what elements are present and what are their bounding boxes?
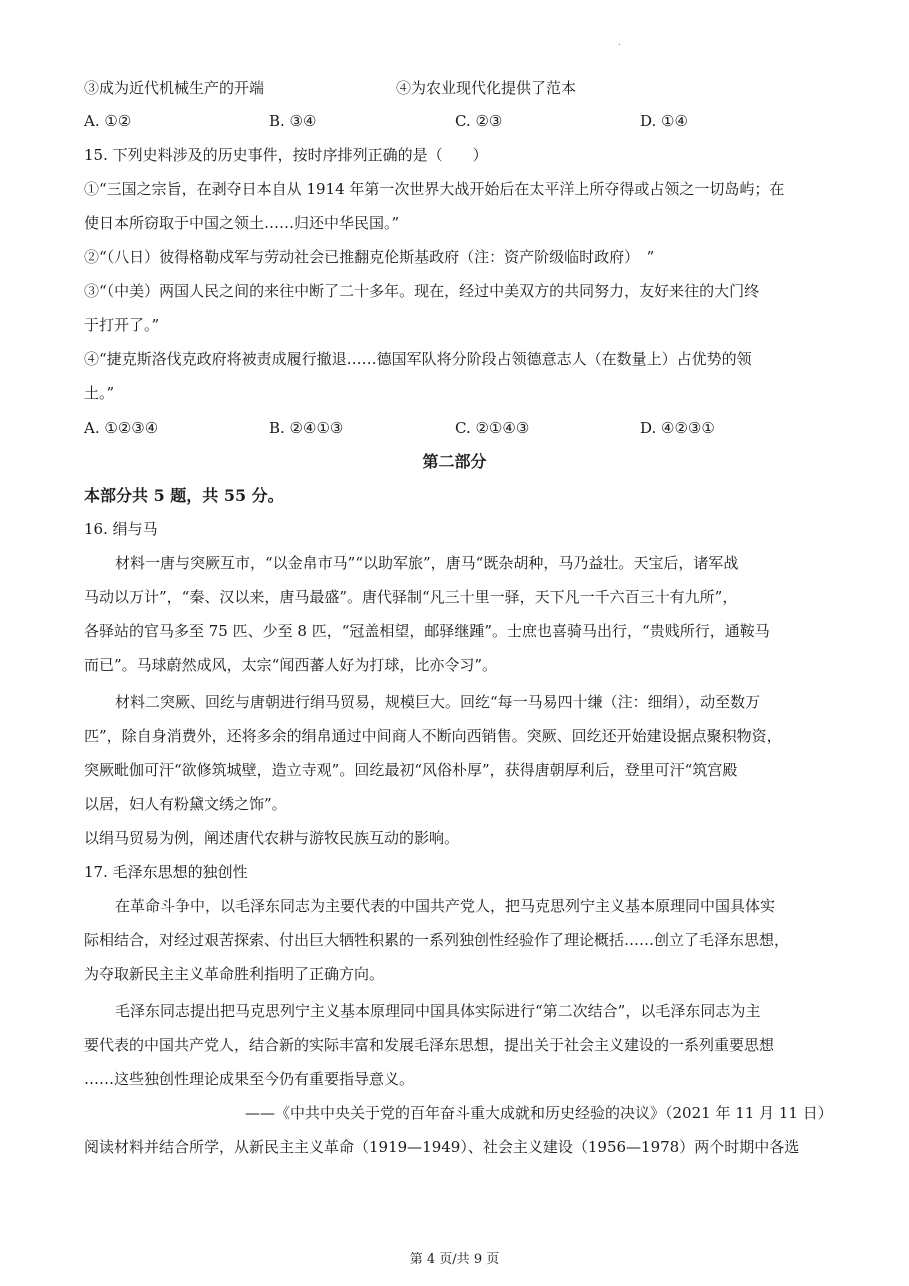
q15-option-c: C. ②①④③ (455, 419, 530, 437)
q14-option-c: C. ②③ (455, 112, 503, 130)
page-footer: 第 4 页/共 9 页 (409, 1252, 500, 1267)
q17-material-line: ……这些独创性理论成果至今仍有重要指导意义。 (84, 1070, 415, 1088)
q15-line-7: 土。” (84, 384, 115, 402)
corner-mark: . (618, 38, 621, 47)
q17-question: 阅读材料并结合所学，从新民主主义革命（1919—1949）、社会主义建设（1956—1978）两个时期中各选 (84, 1138, 800, 1156)
q15-stem: 15. 下列史料涉及的历史事件，按时序排列正确的是（ ） (84, 146, 488, 164)
q15-option-a: A. ①②③④ (84, 419, 159, 437)
q15-option-d: D. ④②③① (640, 419, 715, 437)
part-two-intro: 本部分共 5 题，共 55 分。 (84, 486, 284, 505)
q15-option-b: B. ②④①③ (269, 419, 344, 437)
q14-option-a: A. ①② (84, 112, 132, 130)
q14-item-4: ④为农业现代化提供了范本 (396, 79, 577, 97)
q17-source: ——《中共中央关于党的百年奋斗重大成就和历史经验的决议》（2021 年 11 月 11 日） (245, 1104, 833, 1122)
q16-question: 以绢马贸易为例，阐述唐代农耕与游牧民族互动的影响。 (84, 829, 460, 847)
q15-line-6: ④“捷克斯洛伐克政府将被责成履行撤退……德国军队将分阶段占领德意志人（在数量上）占优势的领 (84, 350, 752, 368)
q17-material-line: 际相结合，对经过艰苦探索、付出巨大牺牲积累的一系列独创性经验作了理论概括……创立了毛泽东思想， (84, 931, 790, 949)
q17-material-line: 毛泽东同志提出把马克思列宁主义基本原理同中国具体实际进行“第二次结合”，以毛泽东同志为主 (115, 1002, 761, 1020)
q15-line-1: ①“三国之宗旨，在剥夺日本自从 1914 年第一次世界大战开始后在太平洋上所夺得或占领之一切岛屿；在 (84, 180, 785, 198)
q17-material-line: 在革命斗争中，以毛泽东同志为主要代表的中国共产党人，把马克思列宁主义基本原理同中国具体实 (115, 897, 776, 915)
q16-material-line: 各驿站的官马多至 75 匹、少至 8 匹，“冠盖相望，邮驿继踵”。士庶也喜骑马出行，“贵贱所行，通鞍马 (84, 622, 770, 640)
q14-option-b: B. ③④ (269, 112, 317, 130)
q17-material-line: 为夺取新民主主义革命胜利指明了正确方向。 (84, 965, 385, 983)
q16-material-line: 匹”，除自身消费外，还将多余的绢帛通过中间商人不断向西销售。突厥、回纥还开始建设据点聚积物资， (84, 727, 782, 745)
q16-material-line: 材料一唐与突厥互市，“以金帛市马”“以助军旅”，唐马“既杂胡种，马乃益壮。天宝后，诸军战 (115, 554, 739, 572)
q16-material-line: 材料二突厥、回纥与唐朝进行绢马贸易，规模巨大。回纥“每一马易四十缣（注：细绢），动至数万 (115, 693, 761, 711)
q14-option-d: D. ①④ (640, 112, 688, 130)
q15-line-4: ③“（中美）两国人民之间的来往中断了二十多年。现在，经过中美双方的共同努力，友好来往的大门终 (84, 282, 760, 300)
q15-line-3: ②“（八日）彼得格勒戍军与劳动社会已推翻克伦斯基政府（注：资产阶级临时政府） ” (84, 248, 655, 266)
q17-material-line: 要代表的中国共产党人，结合新的实际丰富和发展毛泽东思想，提出关于社会主义建设的一系列重要思想 (84, 1036, 775, 1054)
q15-line-2: 使日本所窃取于中国之领土……归还中华民国。” (84, 214, 400, 232)
q16-material-line: 突厥毗伽可汗“欲修筑城壁，造立寺观”。回纥最初“风俗朴厚”，获得唐朝厚利后，登里可汗“筑宫殿 (84, 761, 738, 779)
q16-material-line: 而已”。马球蔚然成风，太宗“闻西蕃人好为打球，比亦令习”。 (84, 656, 498, 674)
q16-material-line: 以居，妇人有粉黛文绣之饰”。 (84, 795, 287, 813)
q17-title: 17. 毛泽东思想的独创性 (84, 863, 248, 881)
q16-title: 16. 绢与马 (84, 520, 158, 538)
q15-line-5: 于打开了。” (84, 316, 160, 334)
q16-material-line: 马动以万计”，“秦、汉以来，唐马最盛”。唐代驿制“凡三十里一驿，天下凡一千六百三十有九所”， (84, 588, 738, 606)
part-two-title: 第二部分 (422, 452, 487, 471)
q14-item-3: ③成为近代机械生产的开端 (84, 79, 265, 97)
